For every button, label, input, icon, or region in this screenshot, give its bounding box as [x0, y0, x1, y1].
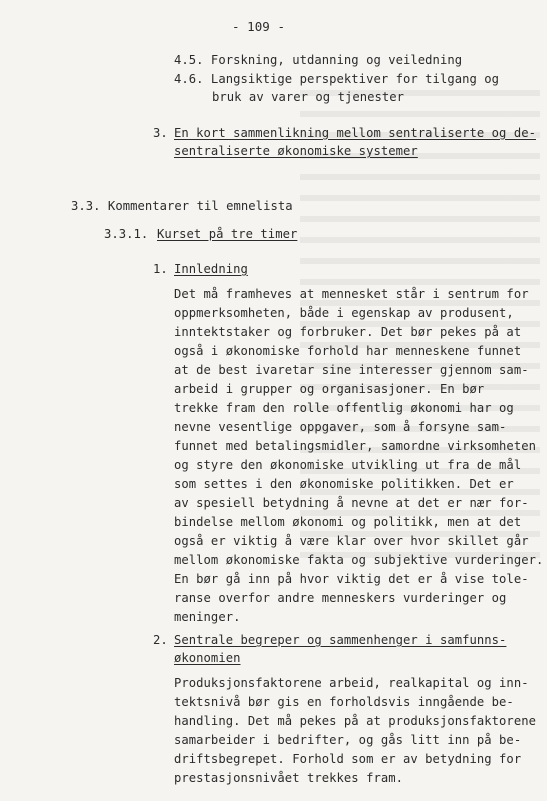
body-line: også er viktig å være klar over hvor skillet går	[174, 534, 529, 548]
body-line: funnet med betalingsmidler, samordne virksomheten	[174, 439, 536, 453]
body-line: meninger.	[174, 610, 241, 624]
body-line: mellom økonomiske fakta og subjektive vurderinger.	[174, 553, 544, 567]
toc-item-4-5: 4.5. Forskning, utdanning og veiledning	[174, 53, 463, 67]
body-line: nevne vesentlige oppgaver, som å forsyne sam-	[174, 420, 507, 434]
body-line: oppmerksomheten, både i egenskap av produsent,	[174, 306, 514, 320]
body-line: Produksjonsfaktorene arbeid, realkapital og inn-	[174, 676, 529, 690]
body-line: av spesiell betydning å nevne at det er nær for-	[174, 496, 529, 510]
body-line: En bør gå inn på hvor viktig det er å vise tole-	[174, 572, 529, 586]
section-heading-3-3: 3.3. Kommentarer til emnelista	[71, 199, 293, 213]
body-line: bindelse mellom økonomi og politikk, men at det	[174, 515, 522, 529]
body-line: Det må framheves at mennesket står i sentrum for	[174, 287, 529, 301]
body-line: at de best ivaretar sine interesser gjennom sam-	[174, 363, 529, 377]
section-heading-3-3-1: Kurset på tre timer	[157, 227, 298, 241]
toc-item-3-title-cont: sentraliserte økonomiske systemer	[174, 144, 418, 158]
subsection-2-number: 2.	[153, 633, 168, 647]
section-number-3-3-1: 3.3.1.	[104, 227, 149, 241]
body-line: handling. Det må pekes på at produksjonsfaktorene	[174, 714, 536, 728]
body-line: prestasjonsnivået trekkes fram.	[174, 771, 404, 785]
body-line: også i økonomiske forhold har menneskene funnet	[174, 344, 522, 358]
body-line: som settes i den økonomiske politikken. Det er	[174, 477, 514, 491]
body-line: tektsnivå bør gis en forholdsvis inngående be-	[174, 695, 514, 709]
subsection-1-number: 1.	[153, 262, 168, 276]
body-line: inntektstaker og forbruker. Det bør pekes på at	[174, 325, 522, 339]
body-line: samarbeider i bedrifter, og gås litt inn på be-	[174, 733, 522, 747]
subsection-2-title-cont: økonomien	[174, 651, 241, 665]
subsection-2-title: Sentrale begreper og sammenhenger i samfunns-	[174, 633, 507, 647]
toc-item-4-6-cont: bruk av varer og tjenester	[212, 90, 405, 104]
body-line: ranse overfor andre menneskers vurderinger og	[174, 591, 507, 605]
body-line: arbeid i grupper og organisasjoner. En bør	[174, 382, 485, 396]
body-line: driftsbegrepet. Forhold som er av betydning for	[174, 752, 522, 766]
toc-item-3-number: 3.	[153, 126, 168, 140]
toc-item-4-6: 4.6. Langsiktige perspektiver for tilgang og	[174, 72, 500, 86]
page-number: - 109 -	[232, 19, 286, 34]
toc-item-3-title: En kort sammenlikning mellom sentraliserte og de-	[174, 126, 536, 140]
subsection-1-title: Innledning	[174, 262, 248, 276]
body-line: trekke fram den rolle offentlig økonomi har og	[174, 401, 514, 415]
body-line: og styre den økonomiske utvikling ut fra de mål	[174, 458, 522, 472]
